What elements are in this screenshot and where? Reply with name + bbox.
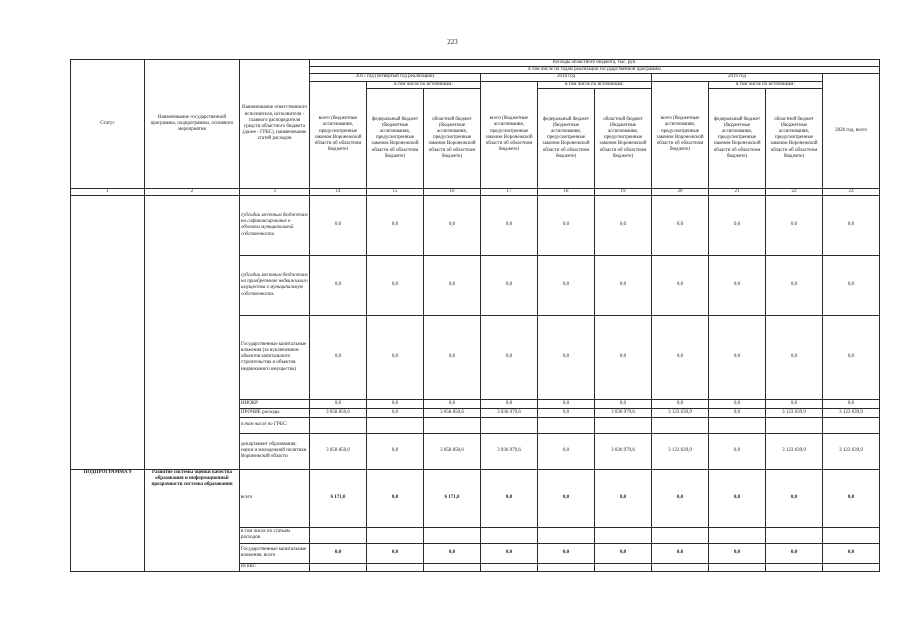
- value-cell: 3 036 979,6: [595, 433, 652, 469]
- value-cell: 0,0: [424, 543, 481, 563]
- value-cell: 0,0: [310, 399, 367, 408]
- column-number-cell: 15: [367, 188, 424, 195]
- value-cell: 3 058 850,6: [310, 408, 367, 417]
- value-cell: 0,0: [538, 433, 595, 469]
- value-cell: 3 123 639,9: [823, 408, 880, 417]
- value-cell: 0,0: [709, 315, 766, 399]
- header-2018-regional: областной бюджет (бюджетные ассигнования, предусмотренные законом Воронежской области об областном бюджете): [595, 88, 652, 188]
- value-cell: 0,0: [709, 408, 766, 417]
- value-cell: 0,0: [538, 543, 595, 563]
- value-cell: 0,0: [481, 543, 538, 563]
- status-cell-empty: [71, 195, 145, 469]
- value-cell: 0,0: [367, 399, 424, 408]
- value-cell: [424, 527, 481, 543]
- header-2017-regional: областной бюджет (бюджетные ассигнования, предусмотренные законом Воронежской области об областном бюджете): [424, 88, 481, 188]
- value-cell: 0,0: [367, 543, 424, 563]
- column-number-cell: 3: [240, 188, 310, 195]
- value-cell: 3 058 850,6: [310, 433, 367, 469]
- header-2017-total: всего (бюджетные ассигнования, предусмотренные законом Воронежской области об областном бюджете): [310, 81, 367, 188]
- header-2019-federal: федеральный бюджет (бюджетные ассигнования, предусмотренные законом Воронежской области об областном бюджете): [709, 88, 766, 188]
- value-cell: 0,0: [595, 255, 652, 315]
- value-cell: 0,0: [367, 408, 424, 417]
- value-cell: 0,0: [709, 433, 766, 469]
- value-cell: [709, 527, 766, 543]
- page-number: 223: [447, 38, 458, 46]
- header-2017-federal: федеральный бюджет (бюджетные ассигнования, предусмотренные законом Воронежской области об областном бюджете): [367, 88, 424, 188]
- value-cell: 0,0: [481, 399, 538, 408]
- row-label: всего: [240, 469, 310, 527]
- value-cell: 0,0: [652, 543, 709, 563]
- table-row: [71, 195, 880, 255]
- row-label: НИОКР: [240, 399, 310, 408]
- value-cell: 0,0: [310, 255, 367, 315]
- value-cell: 0,0: [652, 315, 709, 399]
- column-number-cell: 14: [310, 188, 367, 195]
- value-cell: [424, 563, 481, 571]
- header-year-2018: 2018 год: [481, 74, 652, 81]
- value-cell: [538, 417, 595, 433]
- column-number-row: [71, 188, 880, 195]
- value-cell: 3 036 979,6: [481, 408, 538, 417]
- value-cell: [538, 527, 595, 543]
- value-cell: 0,0: [424, 255, 481, 315]
- column-number-cell: 21: [709, 188, 766, 195]
- value-cell: [481, 527, 538, 543]
- value-cell: [481, 563, 538, 571]
- header-year-2017: 2017 год (четвертый год реализации): [310, 74, 481, 81]
- subprogram-status: ПОДПРОГРАММА 9: [71, 469, 145, 571]
- value-cell: [424, 417, 481, 433]
- value-cell: [367, 563, 424, 571]
- value-cell: [766, 527, 823, 543]
- value-cell: 3 123 639,9: [652, 408, 709, 417]
- value-cell: 0,0: [766, 543, 823, 563]
- column-number-cell: 23: [823, 188, 880, 195]
- value-cell: 3 058 850,6: [424, 408, 481, 417]
- value-cell: 0,0: [652, 195, 709, 255]
- value-cell: 3 123 639,9: [823, 433, 880, 469]
- value-cell: 0,0: [481, 195, 538, 255]
- value-cell: 3 036 979,6: [595, 408, 652, 417]
- value-cell: [652, 527, 709, 543]
- value-cell: 0,0: [709, 195, 766, 255]
- value-cell: 0,0: [595, 543, 652, 563]
- value-cell: 0,0: [652, 469, 709, 527]
- value-cell: 3 123 639,9: [652, 433, 709, 469]
- value-cell: 0,0: [709, 543, 766, 563]
- value-cell: 0,0: [709, 255, 766, 315]
- column-number-cell: 1: [71, 188, 145, 195]
- header-2017-sources: в том числе по источникам:: [367, 81, 481, 88]
- header-expenses-title: Расходы областного бюджета, тыс. руб.: [310, 60, 880, 67]
- value-cell: 0,0: [538, 195, 595, 255]
- row-label: департамент образования, науки и молодежной политики Воронежской области: [240, 433, 310, 469]
- column-number-cell: 2: [145, 188, 240, 195]
- value-cell: 0,0: [367, 195, 424, 255]
- value-cell: [367, 527, 424, 543]
- value-cell: 0,0: [367, 433, 424, 469]
- value-cell: 0,0: [481, 315, 538, 399]
- subprogram-row: [71, 469, 880, 527]
- value-cell: 0,0: [481, 255, 538, 315]
- value-cell: 0,0: [310, 315, 367, 399]
- value-cell: [709, 563, 766, 571]
- value-cell: 0,0: [424, 315, 481, 399]
- value-cell: 0,0: [652, 399, 709, 408]
- value-cell: [595, 417, 652, 433]
- value-cell: [538, 563, 595, 571]
- value-cell: 6 171,0: [310, 469, 367, 527]
- header-executor: Наименование ответственного исполнителя, исполнителя - главного распорядителя средств областного бюджета (далее - ГРБС), наименование статей расходов: [240, 60, 310, 189]
- value-cell: [367, 417, 424, 433]
- value-cell: 0,0: [766, 255, 823, 315]
- value-cell: 3 123 639,9: [766, 433, 823, 469]
- value-cell: [310, 527, 367, 543]
- header-2018-sources: в том числе по источникам:: [538, 81, 652, 88]
- value-cell: 0,0: [709, 399, 766, 408]
- value-cell: [595, 563, 652, 571]
- value-cell: [652, 563, 709, 571]
- value-cell: 0,0: [766, 469, 823, 527]
- value-cell: 0,0: [823, 469, 880, 527]
- value-cell: 0,0: [538, 408, 595, 417]
- row-label: субсидии местным бюджетам на приобретение недвижимого имущества в муниципальную собственность: [240, 255, 310, 315]
- row-label: из них:: [240, 563, 310, 571]
- value-cell: [766, 417, 823, 433]
- value-cell: 3 123 639,9: [766, 408, 823, 417]
- value-cell: 0,0: [823, 255, 880, 315]
- row-label: субсидии местным бюджетам на софинансирование в объекты муниципальной собственности: [240, 195, 310, 255]
- value-cell: 0,0: [652, 255, 709, 315]
- value-cell: [823, 417, 880, 433]
- value-cell: 0,0: [538, 255, 595, 315]
- value-cell: 0,0: [481, 469, 538, 527]
- value-cell: 0,0: [766, 195, 823, 255]
- value-cell: 0,0: [709, 469, 766, 527]
- value-cell: 0,0: [823, 315, 880, 399]
- row-label: Государственные капитальные вложения, всего: [240, 543, 310, 563]
- value-cell: 0,0: [367, 255, 424, 315]
- header-2020-total: 2020 год, всего: [823, 74, 880, 188]
- value-cell: [652, 417, 709, 433]
- header-2018-total: всего (бюджетные ассигнования, предусмотренные законом Воронежской области об областном бюджете): [481, 81, 538, 188]
- value-cell: [595, 527, 652, 543]
- value-cell: [310, 563, 367, 571]
- value-cell: [823, 563, 880, 571]
- column-number-cell: 17: [481, 188, 538, 195]
- value-cell: 0,0: [823, 399, 880, 408]
- value-cell: 0,0: [367, 469, 424, 527]
- value-cell: 0,0: [595, 469, 652, 527]
- header-program-name: Наименование государственной программы, подпрограммы, основного мероприятия: [145, 60, 240, 189]
- value-cell: 0,0: [823, 543, 880, 563]
- value-cell: 0,0: [595, 399, 652, 408]
- value-cell: 3 058 850,6: [424, 433, 481, 469]
- header-2019-sources: в том числе по источникам:: [709, 81, 823, 88]
- budget-table: [70, 59, 880, 572]
- value-cell: 0,0: [823, 195, 880, 255]
- row-label: ПРОЧИЕ расходы: [240, 408, 310, 417]
- row-label: в том числе по ГРБС:: [240, 417, 310, 433]
- value-cell: 0,0: [424, 399, 481, 408]
- value-cell: 0,0: [766, 399, 823, 408]
- value-cell: 3 036 979,6: [481, 433, 538, 469]
- value-cell: [766, 563, 823, 571]
- subprogram-name: Развитие системы оценки качества образования и информационной прозрачности системы образования: [145, 469, 240, 571]
- header-2019-total: всего (бюджетные ассигнования, предусмотренные законом Воронежской области об областном бюджете): [652, 81, 709, 188]
- value-cell: [310, 417, 367, 433]
- value-cell: [823, 527, 880, 543]
- column-number-cell: 22: [766, 188, 823, 195]
- value-cell: 0,0: [367, 315, 424, 399]
- value-cell: [481, 417, 538, 433]
- value-cell: 0,0: [766, 315, 823, 399]
- row-label: в том числе по статьям расходов: [240, 527, 310, 543]
- value-cell: 0,0: [595, 315, 652, 399]
- value-cell: 0,0: [310, 543, 367, 563]
- value-cell: 0,0: [310, 195, 367, 255]
- value-cell: 0,0: [424, 195, 481, 255]
- column-number-cell: 16: [424, 188, 481, 195]
- header-2019-regional: областной бюджет (бюджетные ассигнования, предусмотренные законом Воронежской области об областном бюджете): [766, 88, 823, 188]
- header-by-years: в том числе по годам реализации государственной программы: [310, 67, 880, 74]
- header-2018-federal: федеральный бюджет (бюджетные ассигнования, предусмотренные законом Воронежской области об областном бюджете): [538, 88, 595, 188]
- header-status: Статус: [71, 60, 145, 189]
- value-cell: 6 171,0: [424, 469, 481, 527]
- value-cell: 0,0: [595, 195, 652, 255]
- column-number-cell: 20: [652, 188, 709, 195]
- column-number-cell: 18: [538, 188, 595, 195]
- row-label: Государственные капитальные вложения (за исключением объектов капитального строительства и объектов недвижимого имущества): [240, 315, 310, 399]
- value-cell: 0,0: [538, 399, 595, 408]
- value-cell: 0,0: [538, 315, 595, 399]
- program-cell-empty: [145, 195, 240, 469]
- value-cell: [709, 417, 766, 433]
- header-year-2019: 2019 год: [652, 74, 823, 81]
- value-cell: 0,0: [538, 469, 595, 527]
- column-number-cell: 19: [595, 188, 652, 195]
